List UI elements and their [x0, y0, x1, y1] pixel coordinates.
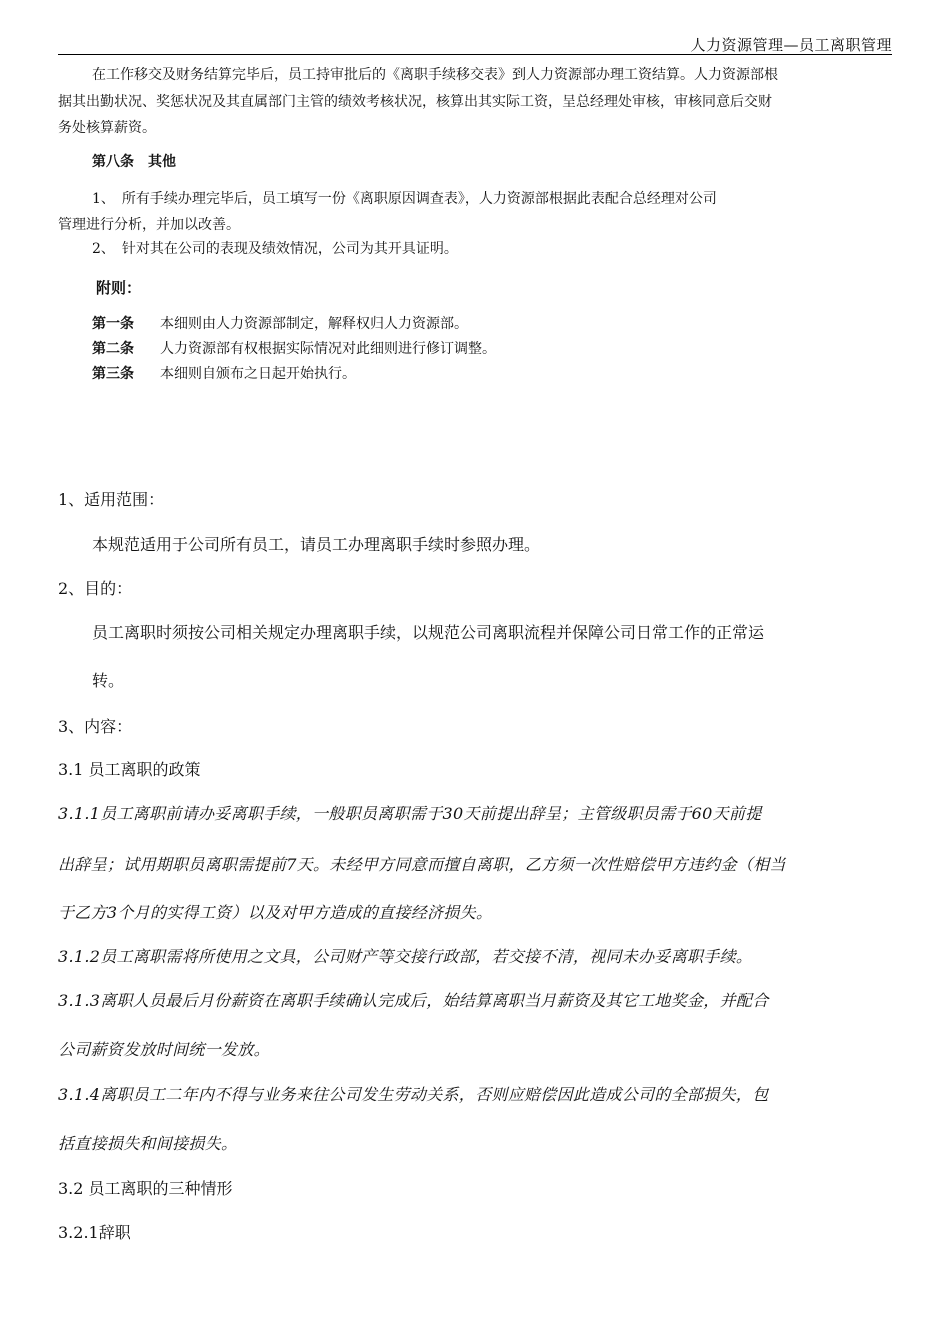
- header-title: 人力资源管理—员工离职管理: [690, 36, 892, 54]
- scope-heading: 1、适用范围：: [58, 490, 165, 509]
- purpose-heading: 2、目的：: [58, 579, 133, 598]
- section-3-2-1-title: 3.2.1辞职: [58, 1223, 131, 1242]
- clause-3-1-3-line-1: 3.1.3离职人员最后月份薪资在离职手续确认完成后，始结算离职当月薪资及其它工地奖金，并配合: [58, 991, 769, 1010]
- appendix-article-3-text: 本细则自颁布之日起开始执行。: [160, 366, 356, 382]
- intro-line-1: 在工作移交及财务结算完毕后，员工持审批后的《离职手续移交表》到人力资源部办理工资结算。人力资源部根: [92, 67, 778, 83]
- clause-3-1-3-line-2: 公司薪资发放时间统一发放。: [58, 1040, 270, 1059]
- purpose-line-1: 员工离职时须按公司相关规定办理离职手续，以规范公司离职流程并保障公司日常工作的正常运: [92, 623, 765, 642]
- clause-3-1-4-line-2: 括直接损失和间接损失。: [58, 1134, 238, 1153]
- appendix-article-3: [92, 363, 356, 383]
- clause-3-1-1-line-2: 出辞呈；试用期职员离职需提前7天。未经甲方同意而擅自离职，乙方须一次性赔偿甲方违约金（相当: [58, 855, 786, 874]
- intro-line-2: 据其出勤状况、奖惩状况及其直属部门主管的绩效考核状况，核算出其实际工资，呈总经理处审核，审核同意后交财: [58, 94, 772, 110]
- clause-3-1-4-line-1: 3.1.4离职员工二年内不得与业务来往公司发生劳动关系，否则应赔偿因此造成公司的全部损失，包: [58, 1085, 769, 1104]
- intro-line-3: 务处核算薪资。: [58, 120, 156, 136]
- appendix-article-2: [92, 338, 496, 358]
- appendix-article-2-text: 人力资源部有权根据实际情况对此细则进行修订调整。: [160, 341, 496, 357]
- appendix-article-1: [92, 313, 468, 333]
- section-3-2-title: 3.2 员工离职的三种情形: [58, 1179, 233, 1198]
- article-8-item-2: 2、 针对其在公司的表现及绩效情况，公司为其开具证明。: [92, 241, 458, 257]
- appendix-article-2-label: 第二条: [92, 341, 134, 357]
- appendix-article-1-text: 本细则由人力资源部制定，解释权归人力资源部。: [160, 316, 468, 332]
- clause-3-1-1-line-3: 于乙方3个月的实得工资）以及对甲方造成的直接经济损失。: [58, 903, 493, 922]
- clause-3-1-2: 3.1.2员工离职需将所使用之文具，公司财产等交接行政部，若交接不清，视同未办妥离职手续。: [58, 947, 753, 966]
- appendix-title: 附则：: [96, 279, 142, 297]
- clause-3-1-1-line-1: 3.1.1员工离职前请办妥离职手续，一般职员离职需于30天前提出辞呈；主管级职员需于60天前提: [58, 804, 762, 823]
- appendix-article-1-label: 第一条: [92, 316, 134, 332]
- section-3-1-title: 3.1 员工离职的政策: [58, 760, 201, 779]
- scope-text: 本规范适用于公司所有员工，请员工办理离职手续时参照办理。: [92, 535, 541, 554]
- header-rule: [58, 54, 892, 55]
- article-8-item-1-line-1: 1、 所有手续办理完毕后，员工填写一份《离职原因调查表》，人力资源部根据此表配合总经理对公司: [92, 191, 717, 207]
- appendix-article-3-label: 第三条: [92, 366, 134, 382]
- article-8-item-1-line-2: 管理进行分析，并加以改善。: [58, 217, 240, 233]
- article-8-title: 第八条 其他: [92, 154, 176, 170]
- content-heading: 3、内容：: [58, 717, 133, 736]
- purpose-line-2: 转。: [92, 671, 125, 690]
